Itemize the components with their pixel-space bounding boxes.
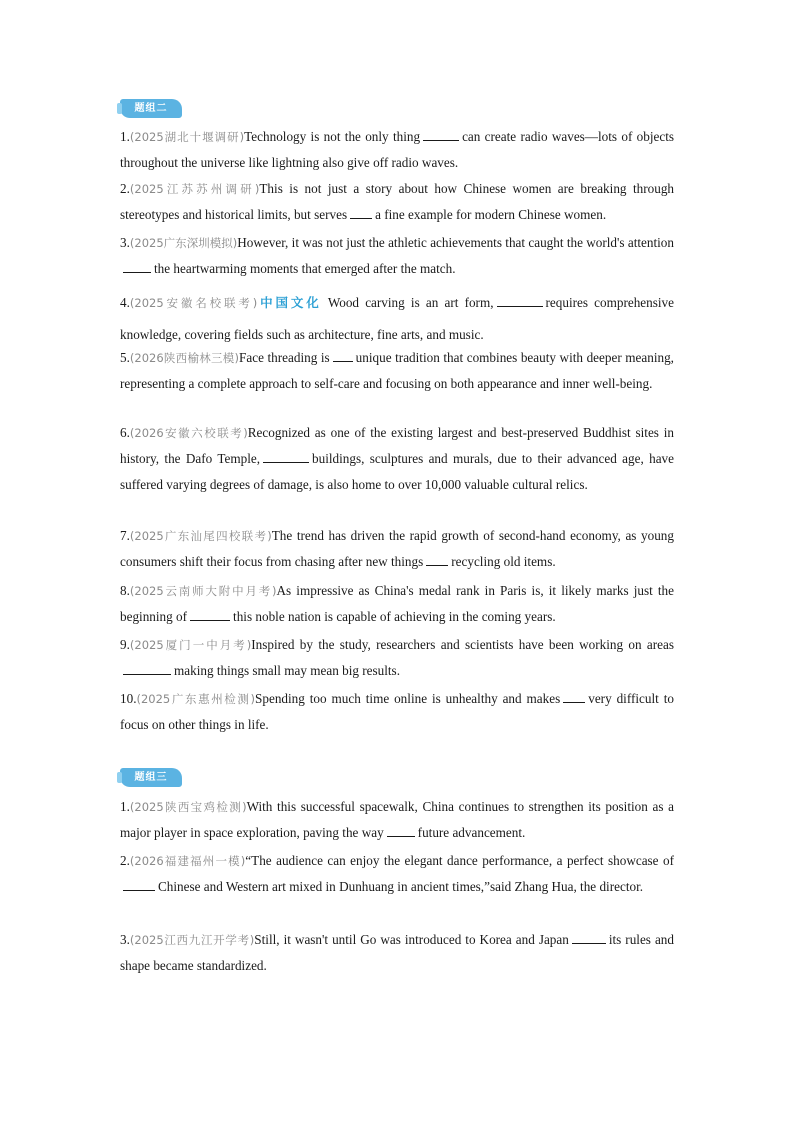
group-badge: 题组二	[120, 99, 182, 118]
question-item	[120, 578, 674, 630]
question-text-after: requires comprehensive knowledge, covering fields such as architecture, fine arts, and music.	[120, 295, 674, 342]
question-item	[120, 230, 674, 282]
question-text-after: recycling old items.	[451, 554, 556, 569]
question-text-after: can create radio waves—lots of objects throughout the universe like lightning also give off radio waves.	[120, 129, 674, 170]
question-number: 3.	[120, 235, 130, 250]
question-item	[120, 848, 674, 900]
question-source: (2025湖北十堰调研)	[129, 130, 245, 144]
question-number: 8.	[120, 583, 130, 598]
question-source: (2026陕西榆林三模)	[129, 351, 240, 365]
answer-blank[interactable]	[333, 349, 353, 362]
answer-blank[interactable]	[497, 294, 543, 307]
question-number: 1.	[120, 799, 130, 814]
group-badge: 题组三	[120, 768, 182, 787]
question-number: 1.	[120, 129, 130, 144]
question-text-after: its rules and shape became standardized.	[120, 932, 674, 973]
question-item	[120, 523, 674, 575]
answer-blank[interactable]	[123, 878, 155, 891]
question-number: 9.	[120, 637, 130, 652]
question-item	[120, 927, 674, 979]
answer-blank[interactable]	[263, 450, 309, 463]
question-item	[120, 345, 674, 397]
answer-blank[interactable]	[426, 553, 448, 566]
question-number: 5.	[120, 350, 130, 365]
question-text-before: Recognized as one of the existing largest and best-preserved Buddhist sites in history, the Dafo Temple,	[120, 425, 674, 466]
answer-blank[interactable]	[123, 260, 151, 273]
question-text-after: this noble nation is capable of achieving in the coming years.	[233, 609, 556, 624]
question-number: 10.	[120, 691, 137, 706]
question-source: (2026福建福州一模)	[129, 854, 246, 868]
answer-blank[interactable]	[423, 128, 459, 141]
question-text-after: Chinese and Western art mixed in Dunhuang in ancient times,”said Zhang Hua, the director.	[158, 879, 644, 894]
question-source: (2026安徽六校联考)	[129, 426, 248, 440]
question-text-before: With this successful spacewalk, China continues to strengthen its position as a major player in space exploration, paving the way	[120, 799, 674, 840]
question-text-after: the heartwarming moments that emerged after the match.	[154, 261, 456, 276]
question-source: (2025陕西宝鸡检测)	[129, 800, 247, 814]
answer-blank[interactable]	[387, 824, 415, 837]
question-text-after: making things small may mean big results.	[174, 663, 400, 678]
answer-blank[interactable]	[190, 608, 230, 621]
question-item	[120, 686, 674, 738]
question-source: (2025广东汕尾四校联考)	[129, 529, 272, 543]
topic-tag: 中国文化	[257, 295, 322, 310]
question-number: 3.	[120, 932, 130, 947]
question-text-before: This is not just a story about how Chinese women are breaking through stereotypes and historical limits, but serves	[120, 181, 675, 222]
question-source: (2025厦门一中月考)	[129, 638, 252, 652]
question-number: 4.	[120, 295, 130, 310]
question-item	[120, 124, 674, 176]
question-text-before: “The audience can enjoy the elegant dance performance, a perfect showcase of	[245, 853, 674, 868]
question-item	[120, 794, 674, 846]
question-number: 7.	[120, 528, 130, 543]
question-text-after: unique tradition that combines beauty with deeper meaning, representing a complete approach to self-care and focusing on both appearance and inner well-being.	[120, 350, 674, 391]
answer-blank[interactable]	[572, 931, 606, 944]
question-source: (2025广东惠州检测)	[136, 692, 256, 706]
question-source: (2025江苏苏州调研)	[129, 182, 260, 196]
question-text-before: Inspired by the study, researchers and scientists have been working on areas	[251, 637, 674, 652]
question-text-before: Spending too much time online is unhealthy and makes	[255, 691, 561, 706]
question-number: 2.	[120, 853, 130, 868]
question-text-before: As impressive as China's medal rank in Paris is, it likely marks just the beginning of	[120, 583, 674, 624]
question-text-after: a fine example for modern Chinese women.	[375, 207, 607, 222]
question-number: 6.	[120, 425, 130, 440]
question-text-before: Wood carving is an art form,	[327, 295, 494, 310]
question-text-after: buildings, sculptures and murals, due to their advanced age, have suffered varying degrees of damage, is also home to over 10,000 valuable cultural relics.	[120, 451, 674, 492]
question-item	[120, 420, 674, 498]
question-source: (2025安徽名校联考)	[129, 296, 258, 310]
question-item	[120, 287, 674, 350]
answer-blank[interactable]	[123, 662, 171, 675]
answer-blank[interactable]	[563, 690, 585, 703]
question-source: (2025广东深圳模拟)	[129, 236, 238, 250]
question-text-before: Face threading is	[239, 350, 330, 365]
question-source: (2025云南师大附中月考)	[129, 584, 277, 598]
answer-blank[interactable]	[350, 206, 372, 219]
question-source: (2025江西九江开学考)	[129, 933, 255, 947]
question-text-before: The trend has driven the rapid growth of second-hand economy, as young consumers shift their focus from chasing after new things	[120, 528, 674, 569]
question-text-after: very difficult to focus on other things in life.	[120, 691, 674, 732]
question-number: 2.	[120, 181, 130, 196]
question-text-after: future advancement.	[417, 825, 526, 840]
question-text-before: However, it was not just the athletic achievements that caught the world's attention	[237, 235, 674, 250]
question-item	[120, 632, 674, 684]
question-text-before: Technology is not the only thing	[244, 129, 421, 144]
question-text-before: Still, it wasn't until Go was introduced to Korea and Japan	[254, 932, 569, 947]
question-item	[120, 176, 674, 228]
